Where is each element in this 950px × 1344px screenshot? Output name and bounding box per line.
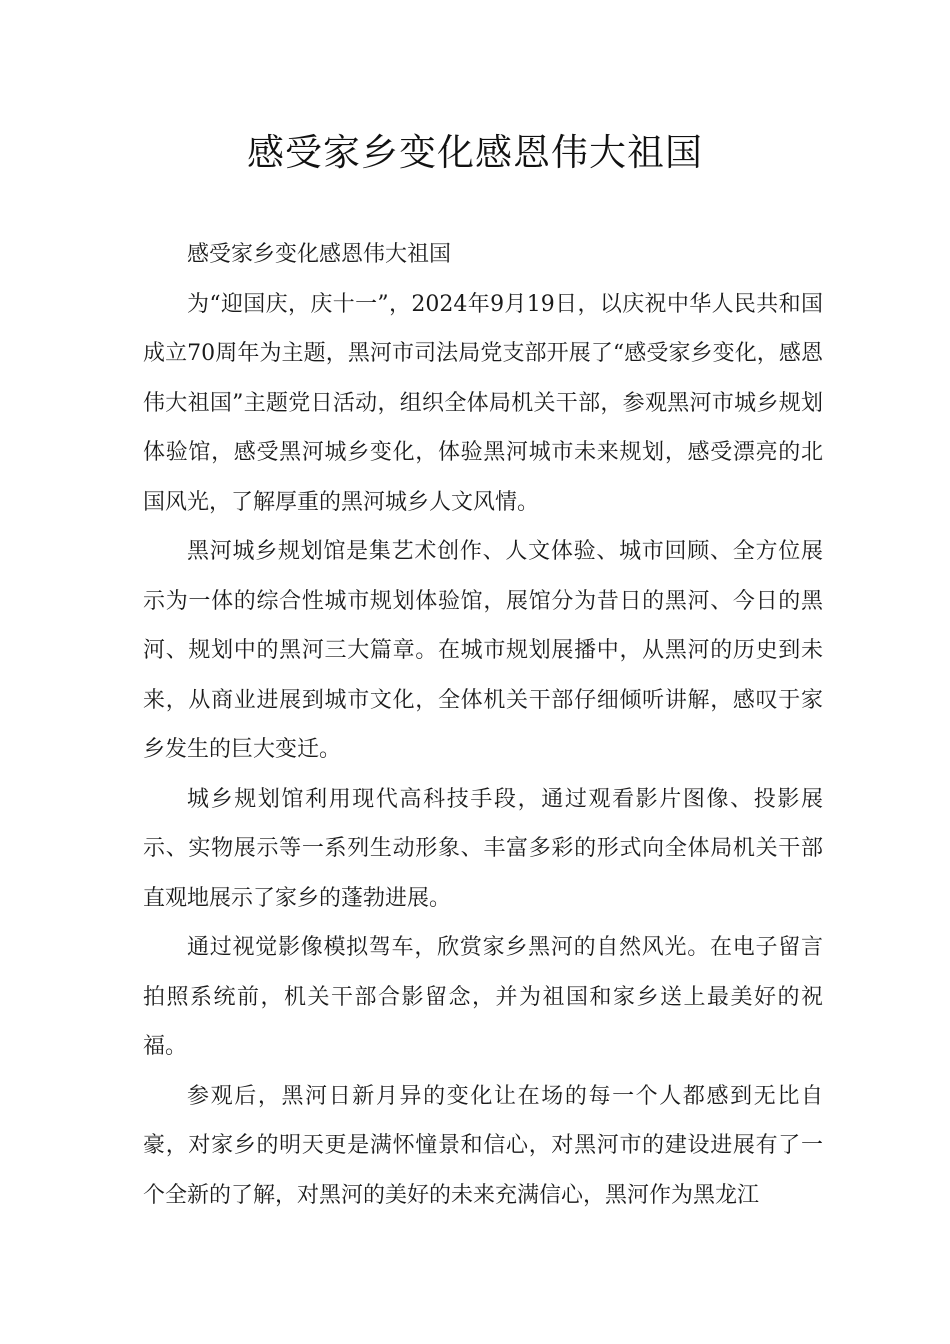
document-body: [143, 230, 823, 1220]
paragraph: 黑河城乡规划馆是集艺术创作、人文体验、城市回顾、全方位展示为一体的综合性城市规划体验馆，展馆分为昔日的黑河、今日的黑河、规划中的黑河三大篇章。在城市规划展播中，从黑河的历史到未来，从商业进展到城市文化，全体机关干部仔细倾听讲解，感叹于家乡发生的巨大变迁。: [143, 539, 823, 762]
paragraph-subtitle: 感受家乡变化感恩伟大祖国: [187, 242, 452, 267]
document-title: 感受家乡变化感恩伟大祖国: [247, 131, 703, 174]
paragraph: 通过视觉影像模拟驾车，欣赏家乡黑河的自然风光。在电子留言拍照系统前，机关干部合影留念，并为祖国和家乡送上最美好的祝福。: [143, 935, 823, 1059]
paragraph: 城乡规划馆利用现代高科技手段，通过观看影片图像、投影展示、实物展示等一系列生动形象、丰富多彩的形式向全体局机关干部直观地展示了家乡的蓬勃进展。: [143, 786, 823, 911]
paragraph: 为“迎国庆，庆十一”，2024年9月19日，以庆祝中华人民共和国成立70周年为主题，黑河市司法局党支部开展了“感受家乡变化，感恩伟大祖国”主题党日活动，组织全体局机关干部，参观黑河市城乡规划体验馆，感受黑河城乡变化，体验黑河城市未来规划，感受漂亮的北国风光，了解厚重的黑河城乡人文风情。: [143, 291, 823, 515]
paragraph: 参观后，黑河日新月异的变化让在场的每一个人都感到无比自豪，对家乡的明天更是满怀憧景和信心，对黑河市的建设进展有了一个全新的了解，对黑河的美好的未来充满信心，黑河作为黑龙江: [143, 1083, 823, 1208]
